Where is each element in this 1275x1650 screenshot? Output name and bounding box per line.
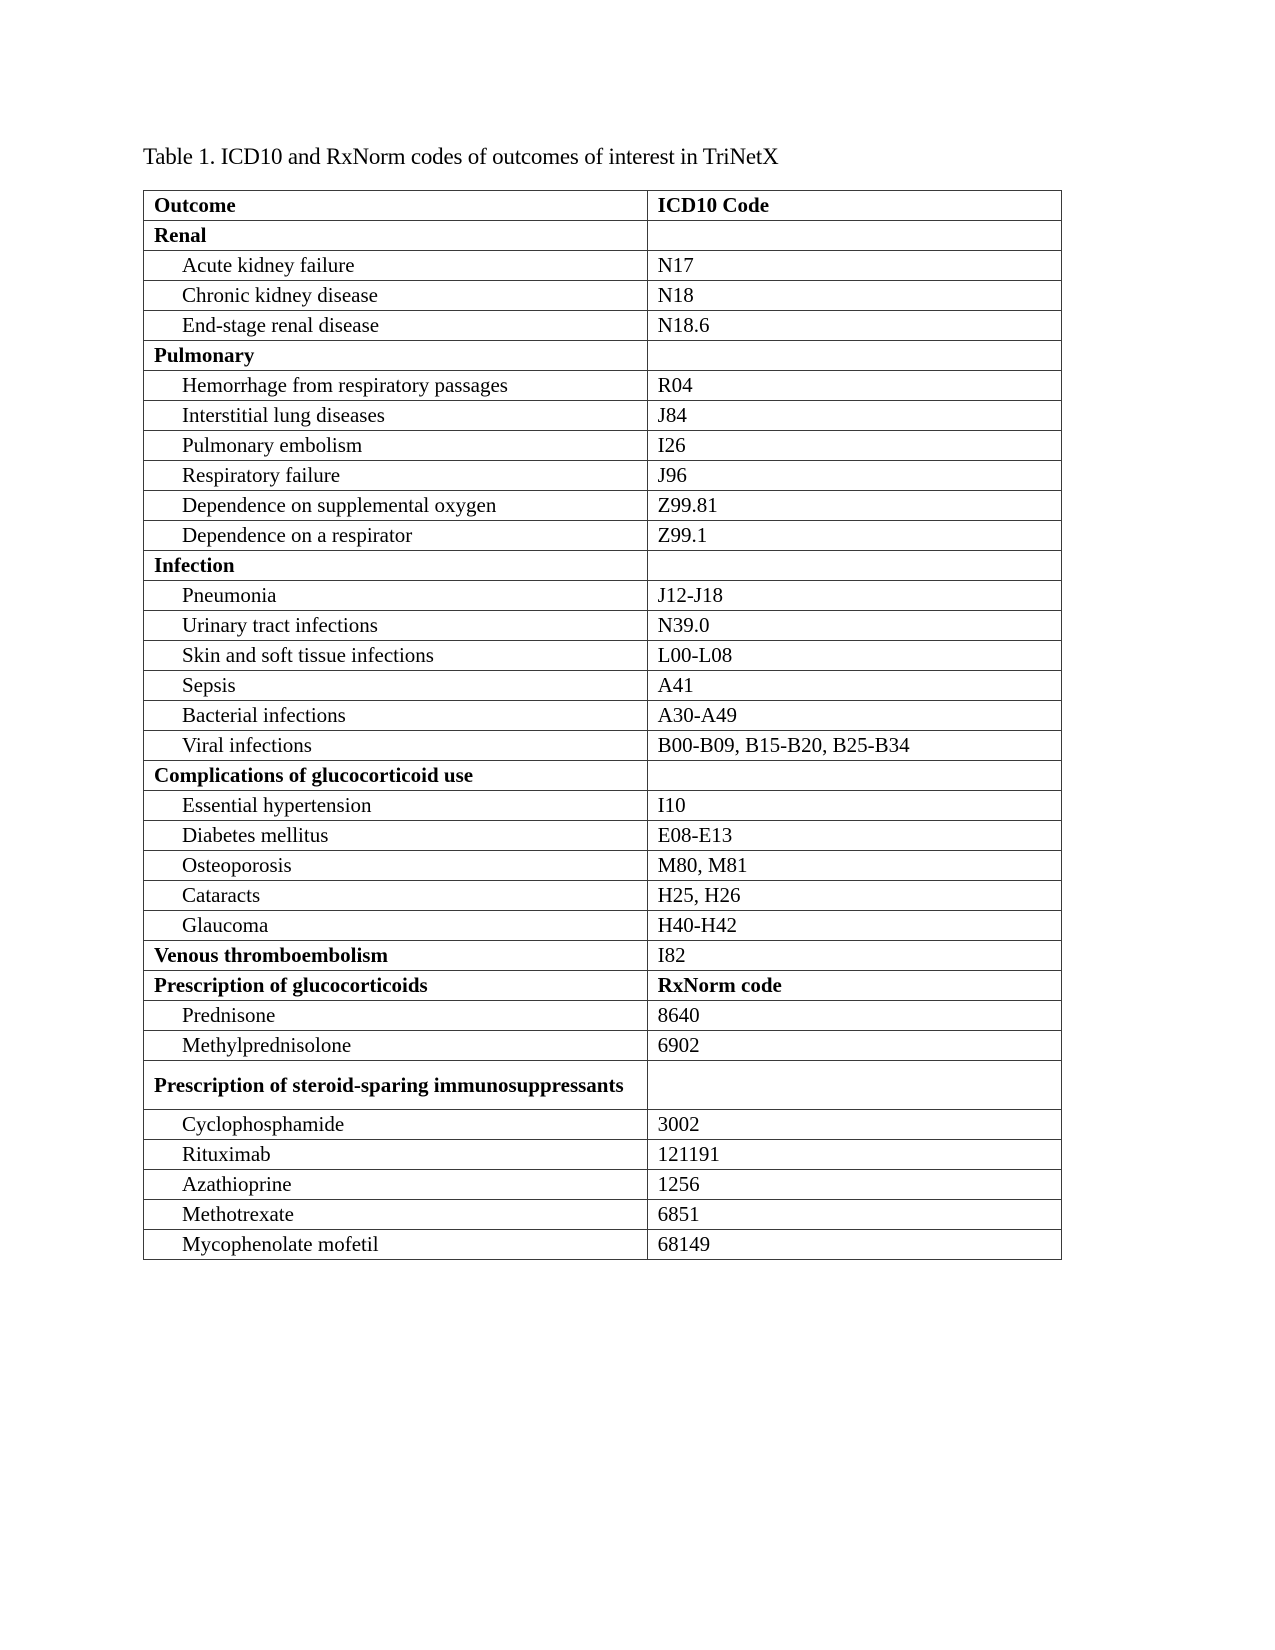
code-cell: N17	[647, 251, 1061, 281]
section-label: Venous thromboembolism	[144, 941, 648, 971]
table-row	[144, 851, 1062, 881]
code-cell: 6902	[647, 1031, 1061, 1061]
outcome-label: Chronic kidney disease	[144, 281, 648, 311]
code-cell: E08-E13	[647, 821, 1061, 851]
outcome-codes-table	[143, 190, 1062, 1260]
table-row	[144, 281, 1062, 311]
code-cell: I82	[647, 941, 1061, 971]
table-row	[144, 371, 1062, 401]
outcome-label: Pulmonary embolism	[144, 431, 648, 461]
table-row	[144, 251, 1062, 281]
table-row	[144, 1140, 1062, 1170]
table-caption: Table 1. ICD10 and RxNorm codes of outcomes of interest in TriNetX	[143, 144, 779, 169]
table-row	[144, 431, 1062, 461]
outcome-label: Interstitial lung diseases	[144, 401, 648, 431]
table-row	[144, 611, 1062, 641]
table-section-row	[144, 1061, 1062, 1110]
section-label: Pulmonary	[144, 341, 648, 371]
table-section-row	[144, 941, 1062, 971]
code-cell: H40-H42	[647, 911, 1061, 941]
table-row	[144, 821, 1062, 851]
table-row	[144, 1200, 1062, 1230]
code-cell	[647, 341, 1061, 371]
outcome-label: Dependence on a respirator	[144, 521, 648, 551]
code-cell: N39.0	[647, 611, 1061, 641]
code-cell: R04	[647, 371, 1061, 401]
table-row	[144, 1230, 1062, 1260]
outcome-label: Cataracts	[144, 881, 648, 911]
table-row	[144, 1031, 1062, 1061]
table-row	[144, 731, 1062, 761]
table-row	[144, 461, 1062, 491]
code-cell: I26	[647, 431, 1061, 461]
code-cell: RxNorm code	[647, 971, 1061, 1001]
table-section-row	[144, 551, 1062, 581]
table-row	[144, 401, 1062, 431]
outcome-label: Diabetes mellitus	[144, 821, 648, 851]
outcome-label: Mycophenolate mofetil	[144, 1230, 648, 1260]
section-label: Complications of glucocorticoid use	[144, 761, 648, 791]
table-row	[144, 641, 1062, 671]
code-cell: 1256	[647, 1170, 1061, 1200]
outcome-label: Methotrexate	[144, 1200, 648, 1230]
table-row	[144, 311, 1062, 341]
code-cell: H25, H26	[647, 881, 1061, 911]
code-cell: M80, M81	[647, 851, 1061, 881]
code-cell: 3002	[647, 1110, 1061, 1140]
outcome-label: Bacterial infections	[144, 701, 648, 731]
section-label: Renal	[144, 221, 648, 251]
section-label: Prescription of glucocorticoids	[144, 971, 648, 1001]
code-cell: 8640	[647, 1001, 1061, 1031]
table-section-row	[144, 341, 1062, 371]
outcome-label: Methylprednisolone	[144, 1031, 648, 1061]
outcome-label: Prednisone	[144, 1001, 648, 1031]
table-section-row	[144, 221, 1062, 251]
outcome-label: Sepsis	[144, 671, 648, 701]
section-label: Infection	[144, 551, 648, 581]
table-header-row	[144, 191, 1062, 221]
outcome-label: Hemorrhage from respiratory passages	[144, 371, 648, 401]
table-row	[144, 581, 1062, 611]
code-cell: I10	[647, 791, 1061, 821]
code-cell: J12-J18	[647, 581, 1061, 611]
code-cell: J96	[647, 461, 1061, 491]
code-cell: N18.6	[647, 311, 1061, 341]
table-row	[144, 671, 1062, 701]
outcome-label: Osteoporosis	[144, 851, 648, 881]
code-cell: J84	[647, 401, 1061, 431]
code-cell: 6851	[647, 1200, 1061, 1230]
outcome-label: Respiratory failure	[144, 461, 648, 491]
table-row	[144, 881, 1062, 911]
table-row	[144, 491, 1062, 521]
table-row	[144, 1110, 1062, 1140]
code-cell: 68149	[647, 1230, 1061, 1260]
section-label: Prescription of steroid-sparing immunosuppressants	[144, 1061, 648, 1110]
code-cell: B00-B09, B15-B20, B25-B34	[647, 731, 1061, 761]
table-row	[144, 1001, 1062, 1031]
outcome-label: Skin and soft tissue infections	[144, 641, 648, 671]
code-cell: A30-A49	[647, 701, 1061, 731]
outcome-label: Dependence on supplemental oxygen	[144, 491, 648, 521]
table-row	[144, 791, 1062, 821]
outcome-label: Viral infections	[144, 731, 648, 761]
code-cell: N18	[647, 281, 1061, 311]
outcome-label: Cyclophosphamide	[144, 1110, 648, 1140]
outcome-label: Azathioprine	[144, 1170, 648, 1200]
code-cell	[647, 1061, 1061, 1110]
table-row	[144, 911, 1062, 941]
outcome-label: Pneumonia	[144, 581, 648, 611]
table-row	[144, 521, 1062, 551]
table-body	[144, 191, 1062, 1260]
outcome-label: End-stage renal disease	[144, 311, 648, 341]
table-section-row	[144, 971, 1062, 1001]
code-cell	[647, 551, 1061, 581]
outcome-label: Urinary tract infections	[144, 611, 648, 641]
outcome-label: Glaucoma	[144, 911, 648, 941]
code-cell: Z99.81	[647, 491, 1061, 521]
header-outcome: Outcome	[144, 191, 648, 221]
code-cell: 121191	[647, 1140, 1061, 1170]
table-row	[144, 701, 1062, 731]
code-cell: A41	[647, 671, 1061, 701]
code-cell: L00-L08	[647, 641, 1061, 671]
code-cell	[647, 221, 1061, 251]
table-row	[144, 1170, 1062, 1200]
header-code: ICD10 Code	[647, 191, 1061, 221]
outcome-label: Essential hypertension	[144, 791, 648, 821]
outcome-label: Acute kidney failure	[144, 251, 648, 281]
code-cell: Z99.1	[647, 521, 1061, 551]
table-section-row	[144, 761, 1062, 791]
code-cell	[647, 761, 1061, 791]
outcome-label: Rituximab	[144, 1140, 648, 1170]
